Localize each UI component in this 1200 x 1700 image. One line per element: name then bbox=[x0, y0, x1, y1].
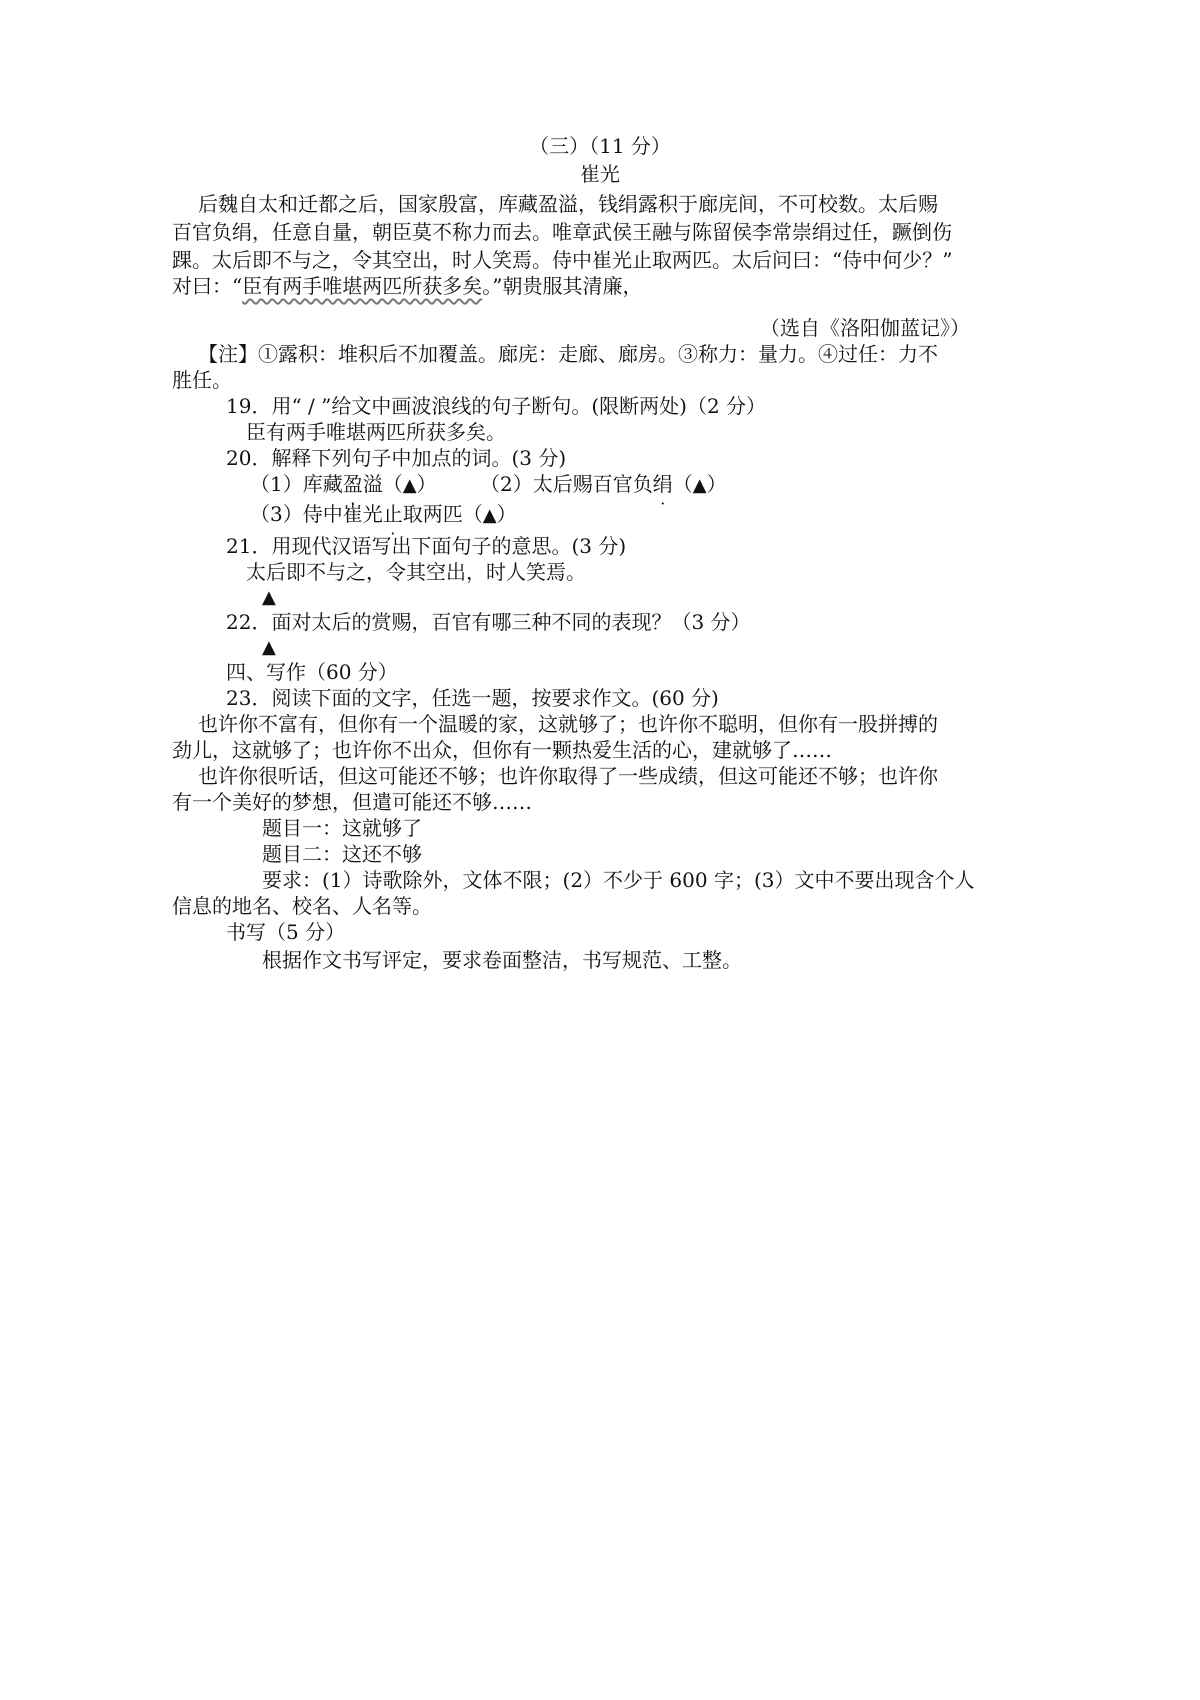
handwriting-text: 根据作文书写评定，要求卷面整洁，书写规范、工整。 bbox=[262, 948, 742, 972]
item-text: （ bbox=[672, 472, 693, 496]
question-21-text: 太后即不与之，令其空出，时人笑焉。 bbox=[246, 560, 586, 584]
handwriting-heading: 书写（5 分） bbox=[226, 920, 346, 944]
essay-topic-1: 题目一：这就够了 bbox=[262, 816, 422, 840]
answer-triangle: ▲ bbox=[262, 587, 276, 608]
passage-title: 崔光 bbox=[580, 162, 620, 186]
item-text: （1）库藏 bbox=[250, 472, 343, 496]
dotted-character: 盈 bbox=[342, 472, 363, 496]
item-text: （2）太后赐百官负 bbox=[480, 472, 653, 496]
question-19-prompt: 19．用“ / ”给文中画波浪线的句子断句。(限断两处)（2 分） bbox=[226, 394, 767, 418]
question-21-prompt: 21．用现代汉语写出下面句子的意思。(3 分) bbox=[226, 534, 627, 558]
item-text: ） bbox=[496, 502, 517, 526]
passage-text: 对曰：“ bbox=[172, 274, 243, 298]
item-text: 取两匹（ bbox=[402, 502, 483, 526]
source-citation: （选自《洛阳伽蓝记》） bbox=[760, 316, 970, 340]
passage-text: 。”朝贵服其清廉， bbox=[482, 274, 643, 298]
wavy-underlined-sentence: 臣有两手唯堪两匹所获多矣 bbox=[242, 274, 483, 298]
passage-line: 踝。太后即不与之，令其空出，时人笑焉。侍中崔光止取两匹。太后问曰：“侍中何少？” bbox=[172, 248, 953, 272]
passage-line-4 bbox=[172, 272, 642, 300]
dotted-character: 绢 bbox=[652, 472, 673, 496]
prompt-paragraph-line: 也许你很听话，但这可能还不够；也许你取得了一些成绩，但这可能还不够；也许你 bbox=[198, 764, 938, 788]
item-text: ） bbox=[706, 472, 727, 496]
question-22-prompt: 22．面对太后的赏赐，百官有哪三种不同的表现？（3 分） bbox=[226, 610, 751, 634]
question-20-item-3 bbox=[250, 500, 517, 530]
prompt-paragraph-line: 也许你不富有，但你有一个温暖的家，这就够了；也许你不聪明，但你有一股拼搏的 bbox=[198, 712, 938, 736]
answer-triangle: ▲ bbox=[402, 475, 417, 496]
question-20-item-2 bbox=[480, 470, 727, 500]
requirements-line: 要求：(1）诗歌除外，文体不限；(2）不少于 600 字；(3）文中不要出现含个人 bbox=[262, 868, 975, 892]
item-text: （3）侍中崔光 bbox=[250, 502, 383, 526]
question-20-item-1 bbox=[250, 470, 437, 500]
item-text: 溢（ bbox=[362, 472, 403, 496]
essay-topic-2: 题目二：这还不够 bbox=[262, 842, 422, 866]
answer-triangle: ▲ bbox=[262, 637, 276, 658]
passage-line: 后魏自太和迁都之后，国家殷富，库藏盈溢，钱绢露积于廊庑间，不可校数。太后赐 bbox=[198, 192, 938, 216]
item-text: ） bbox=[416, 472, 437, 496]
requirements-line: 信息的地名、校名、人名等。 bbox=[172, 894, 432, 918]
dotted-character: 止 bbox=[382, 502, 403, 526]
question-20-prompt: 20．解释下列句子中加点的词。(3 分) bbox=[226, 446, 567, 470]
prompt-paragraph-line: 有一个美好的梦想，但遣可能还不够…… bbox=[172, 790, 532, 814]
question-19-text: 臣有两手唯堪两匹所获多矣。 bbox=[246, 420, 506, 444]
note-line: 【注】①露积：堆积后不加覆盖。廊庑：走廊、廊房。③称力：量力。④过任：力不 bbox=[198, 342, 938, 366]
answer-triangle: ▲ bbox=[482, 505, 497, 526]
passage-line: 百官负绢，任意自量，朝臣莫不称力而去。唯章武侯王融与陈留侯李常崇绢过任，蹶倒伤 bbox=[172, 220, 952, 244]
answer-triangle: ▲ bbox=[692, 475, 707, 496]
prompt-paragraph-line: 劲儿，这就够了；也许你不出众，但你有一颗热爱生活的心，建就够了…… bbox=[172, 738, 832, 762]
writing-heading: 四、写作（60 分） bbox=[226, 660, 398, 684]
question-23-prompt: 23．阅读下面的文字，任选一题，按要求作文。(60 分) bbox=[226, 686, 719, 710]
note-line: 胜任。 bbox=[172, 368, 232, 392]
section-heading: （三）（11 分） bbox=[529, 134, 671, 158]
